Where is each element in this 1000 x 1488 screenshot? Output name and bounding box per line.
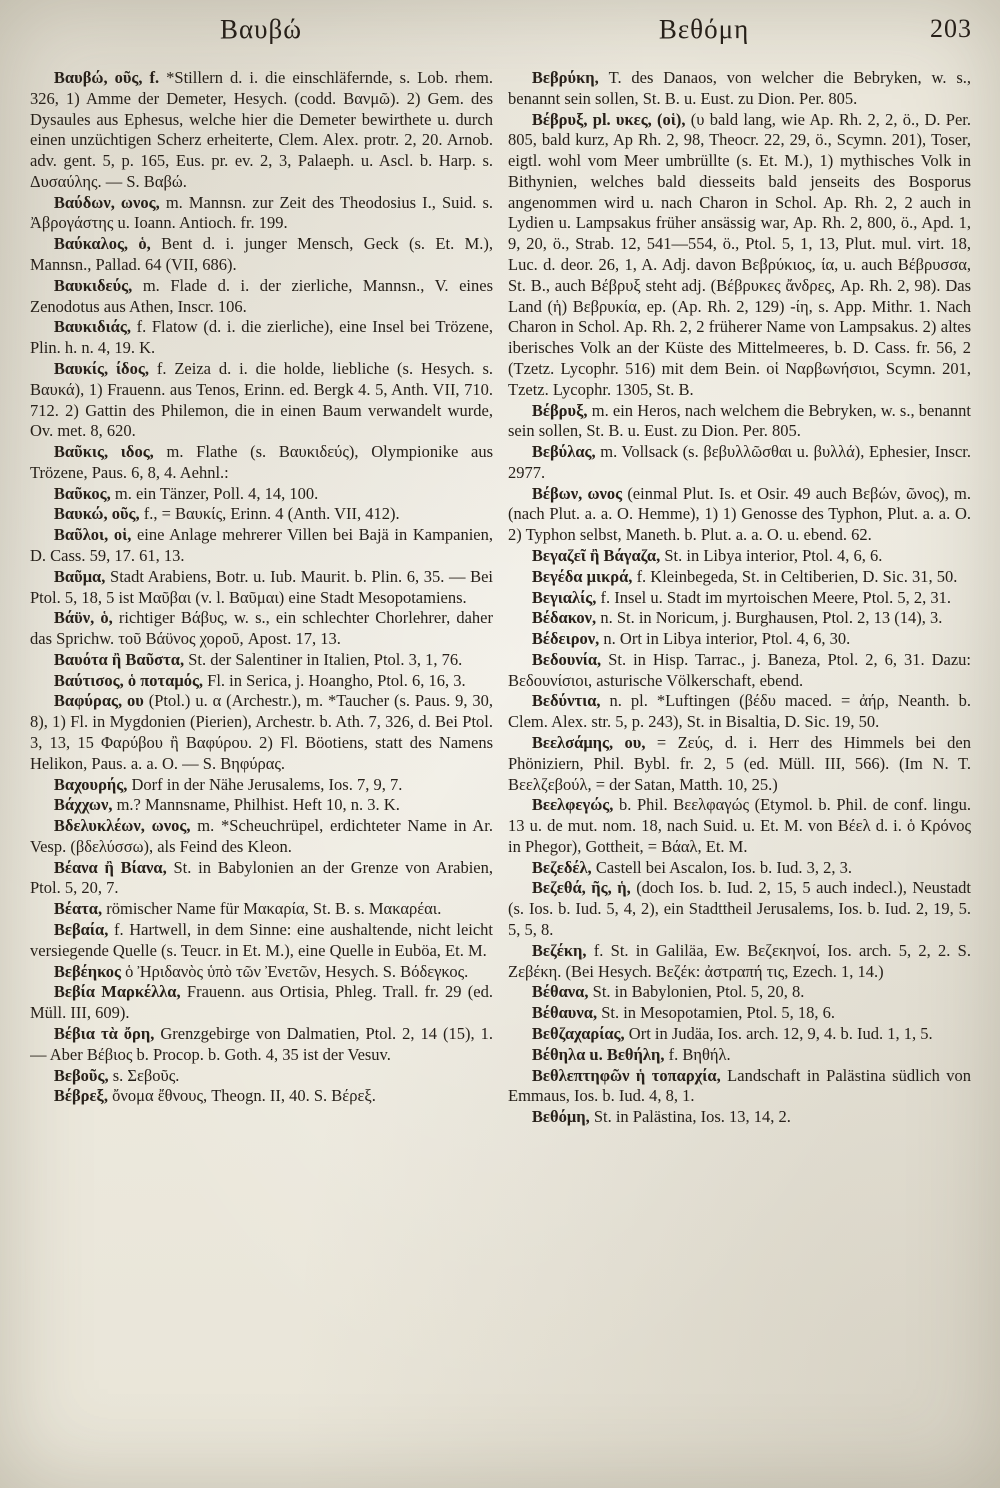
entry-body: f. Insel u. Stadt im myrtoischen Meere, Ptol. 5, 2, 31.: [600, 587, 952, 607]
entry-body: f. Kleinbegeda, St. in Celtiberien, D. Sic. 31, 50.: [636, 566, 958, 586]
dictionary-entry: [30, 691, 493, 774]
entry-body: f. Flatow (d. i. die zierliche), eine Insel bei Trözene, Plin. h. n. 4, 19. K.: [30, 317, 493, 358]
dictionary-entry: [30, 1024, 493, 1066]
dictionary-entry: [508, 110, 971, 401]
entry-headword: Βέατα,: [53, 899, 103, 919]
entry-headword: Βεζεδέλ,: [531, 857, 592, 877]
entry-headword: Βέθανα,: [531, 982, 589, 1002]
entry-body: f. Hartwell, in dem Sinne: eine aushaltende, nicht leicht versiegende Quelle (s. Teucr. in Et. M.), eine Quelle in Euböa, Et. M.: [30, 920, 493, 960]
entry-headword: Βέβων, ωνος: [531, 483, 623, 503]
dictionary-entry: [30, 504, 493, 525]
entry-headword: Βάϋν, ὁ,: [53, 608, 113, 628]
entry-body: Castell bei Ascalon, Ios. b. Iud. 3, 2, 3.: [595, 857, 852, 877]
dictionary-entry: [30, 484, 493, 505]
dictionary-entry: [30, 858, 493, 900]
entry-headword: Βέανα ἢ Βίανα,: [53, 857, 167, 877]
entry-headword: Βαῦμα,: [53, 566, 106, 586]
entry-headword: Βεβαία,: [53, 920, 109, 940]
entry-headword: Βεβρύκη,: [531, 68, 599, 87]
dictionary-entry: [30, 234, 493, 276]
entry-body: ὁ Ἠριδανὸς ὑπὸ τῶν Ἐνετῶν, Hesych. S. Βόδεγκος.: [125, 961, 469, 981]
dictionary-entry: [30, 920, 493, 962]
dictionary-entry: [508, 567, 971, 588]
dictionary-entry: [30, 608, 493, 650]
dictionary-entry: [30, 442, 493, 484]
entry-body: St. in Hisp. Tarrac., j. Baneza, Ptol. 2, 6, 31. Dazu: Βεδουνίσιοι, asturische Völkerschaft, ebend.: [508, 649, 971, 690]
entry-headword: Βεζέκη,: [531, 940, 587, 960]
entry-headword: Βαύτισος, ὁ ποταμός,: [53, 670, 204, 690]
left-column: [30, 68, 493, 1470]
entry-headword: Βαφύρας, ου: [53, 691, 144, 711]
entry-headword: Βεθζαχαρίας,: [531, 1023, 625, 1043]
entry-body: m. *Scheuchrüpel, erdichteter Name in Ar. Vesp. (βδελύσσω), als Feind des Kleon.: [30, 816, 493, 856]
entry-headword: Βαυκώ, οῦς,: [53, 504, 140, 524]
right-column: [508, 68, 971, 1470]
dictionary-entry: [30, 671, 493, 692]
entry-headword: Βέβρυξ, pl. υκες, (οἱ),: [531, 109, 686, 129]
entry-body: m. Mannsn. zur Zeit des Theodosius I., Suid. s. Ἀβρογάστης u. Ioann. Antioch. fr. 199.: [30, 192, 493, 233]
entry-body: St. in Mesopotamien, Ptol. 5, 18, 6.: [601, 1003, 835, 1023]
entry-body: m. Vollsack (s. βεβυλλῶσθαι u. βυλλά), Ephesier, Inscr. 2977.: [508, 442, 971, 482]
dictionary-entry: [30, 899, 493, 920]
page-number: 203: [930, 14, 972, 43]
entry-headword: Βεβύλας,: [531, 442, 596, 462]
dictionary-entry: [30, 775, 493, 796]
dictionary-entry: [30, 317, 493, 359]
entry-body: Landschaft in Palästina südlich von Emmaus, Ios. b. Iud. 4, 8, 1.: [508, 1065, 971, 1106]
dictionary-entry: [508, 733, 971, 795]
dictionary-entry: [508, 691, 971, 733]
dictionary-entry: [508, 1024, 971, 1045]
running-head-right: Βεθόμη: [658, 14, 750, 44]
dictionary-entry: [30, 982, 493, 1024]
dictionary-entry: [508, 982, 971, 1003]
dictionary-entry: [30, 567, 493, 609]
entry-body: f. Zeiza d. i. die holde, liebliche (s. Hesych. s. Βαυκά), 1) Frauenn. aus Tenos, Erinn. ed. Bergk 4. 5, Anth. VII, 710. 712. 2) Gattin des Philemon, die in einen Baum verwandelt wurde, Ov. met. 8, 620.: [30, 358, 493, 441]
dictionary-entry: [30, 816, 493, 858]
entry-body: Bent d. i. junger Mensch, Geck (s. Et. M.), Mannsn., Pallad. 64 (VII, 686).: [30, 234, 493, 275]
entry-body: n. Ort in Libya interior, Ptol. 4, 6, 30.: [603, 629, 851, 649]
entry-body: n. pl. *Luftingen (βέδυ maced. = ἀήρ, Neanth. b. Clem. Alex. str. 5, p. 243), St. in Bisaltia, D. Sic. 19, 50.: [508, 691, 971, 732]
entry-body: St. in Libya interior, Ptol. 4, 6, 6.: [664, 545, 883, 565]
dictionary-entry: [508, 650, 971, 692]
dictionary-entry: [508, 484, 971, 546]
entry-headword: Βαύδων, ωνος,: [53, 192, 160, 212]
entry-body: T. des Danaos, von welcher die Bebryken, w. s., benannt sein sollen, St. B. u. Eust. zu Dion. Per. 805.: [508, 68, 971, 108]
dictionary-entry: [30, 359, 493, 442]
entry-headword: Βαῦκις, ιδος,: [53, 442, 154, 462]
entry-body: richtiger Βάβυς, w. s., ein schlechter Chorlehrer, daher das Sprichw. τοῦ Βάϋνος χοροῦ, Apost. 17, 13.: [30, 608, 493, 649]
entry-body: (Ptol.) u. α (Archestr.), m. *Taucher (s. Paus. 9, 30, 8), 1) Fl. in Mygdonien (Pierien), Archestr. b. Ath. 7, 326, d. Bei Ptol. 3, 13, 15 Φαρύβου ἢ Βαφύρου. 2) Fl. Böotiens, statt des Namens Helikon, Paus. a. a. O. — S. Βηφύρας.: [30, 691, 493, 773]
dictionary-entry: [30, 795, 493, 816]
entry-headword: Βεδύντια,: [531, 691, 601, 711]
entry-headword: Βδελυκλέων, ωνος,: [53, 816, 191, 836]
entry-body: b. Phil. Βεελφαγώς (Etymol. b. Phil. de conf. lingu. 13 u. de mut. nom. 18, nach Suid. u. Et. M. von Βέελ d. i. ὁ Κρόνος in Phegor), Gottheit, = Βάαλ, Et. M.: [508, 795, 971, 856]
entry-headword: Βέδειρον,: [531, 629, 600, 649]
entry-body: *Stillern d. i. die einschläfernde, s. Lob. rhem. 326, 1) Amme der Demeter, Hesych. (codd. Βανμῶ). 2) Gem. des Dysaules aus Ephesus, welche hier die Demeter bewirthete u. durch einen unzüchtigen Scherz erheiterte, Clem. Alex. protr. 2, 20. Arnob. adv. gent. 5, p. 165, Eus. pr. ev. 2, 3, Palaeph. u. Ascl. b. Harp. s. Δυσαύλης. — S. Βαβώ.: [30, 68, 493, 191]
entry-body: n. St. in Noricum, j. Burghausen, Ptol. 2, 13 (14), 3.: [600, 608, 943, 628]
dictionary-entry: [30, 276, 493, 318]
entry-body: m.? Mannsname, Philhist. Heft 10, n. 3. K.: [116, 795, 400, 815]
entry-headword: Βαυκιδιάς,: [53, 317, 131, 337]
entry-body: St. in Babylonien an der Grenze von Arabien, Ptol. 5, 20, 7.: [30, 857, 493, 898]
dictionary-entry: [30, 962, 493, 983]
dictionary-entry: [508, 442, 971, 484]
entry-body: s. Σεβοῦς.: [112, 1065, 180, 1085]
entry-headword: Βεθόμη,: [531, 1107, 590, 1127]
entry-headword: Βεβέηκος: [53, 961, 121, 981]
entry-headword: Βέβρυξ,: [531, 400, 588, 420]
entry-body: St. in Babylonien, Ptol. 5, 20, 8.: [592, 982, 805, 1002]
entry-headword: Βεγιαλίς,: [531, 587, 597, 607]
dictionary-entry: [508, 878, 971, 940]
entry-body: St. in Palästina, Ios. 13, 14, 2.: [593, 1107, 791, 1127]
entry-headword: Βέβια τὰ ὄρη,: [53, 1023, 155, 1043]
entry-headword: Βεδουνία,: [531, 649, 602, 669]
entry-body: m. ein Heros, nach welchem die Bebryken, w. s., benannt sein sollen, St. B. u. Eust. zu Dion. Per. 805.: [508, 400, 971, 441]
entry-headword: Βαυότα ἢ Βαῦστα,: [53, 649, 185, 669]
entry-body: Grenzgebirge von Dalmatien, Ptol. 2, 14 (15), 1. — Aber Βέβιος b. Procop. b. Goth. 4, 35 ist der Vesuv.: [30, 1023, 493, 1064]
entry-body: m. ein Tänzer, Poll. 4, 14, 100.: [114, 483, 319, 503]
entry-body: eine Anlage mehrerer Villen bei Bajä in Kampanien, D. Cass. 59, 17. 61, 13.: [30, 525, 493, 565]
entry-headword: Βεελφεγώς,: [531, 795, 614, 815]
entry-headword: Βεγέδα μικρά,: [531, 566, 633, 586]
entry-headword: Βεγαζεῖ ἢ Βάγαζα,: [531, 545, 661, 565]
dictionary-entry: [508, 941, 971, 983]
entry-body: Dorf in der Nähe Jerusalems, Ios. 7, 9, 7.: [131, 774, 403, 794]
dictionary-entry: [30, 68, 493, 193]
entry-headword: Βεβία Μαρκέλλα,: [53, 982, 181, 1002]
entry-headword: Βαυκιδεύς,: [53, 275, 133, 295]
entry-headword: Βαύκαλος, ὁ,: [53, 234, 151, 254]
dictionary-entry: [30, 525, 493, 567]
entry-body: Fl. in Serica, j. Hoangho, Ptol. 6, 16, 3.: [207, 670, 466, 690]
entry-headword: Βεελσάμης, ου,: [531, 733, 646, 752]
entry-headword: Βεθλεπτηφῶν ἡ τοπαρχία,: [531, 1065, 721, 1085]
entry-body: ὄνομα ἔθνους, Theogn. II, 40. S. Βέρεξ.: [112, 1086, 376, 1106]
entry-headword: Βαῦκος,: [53, 483, 111, 503]
entry-body: m. Flade d. i. der zierliche, Mannsn., V. eines Zenodotus aus Athen, Inscr. 106.: [30, 275, 493, 316]
dictionary-entry: [30, 650, 493, 671]
entry-body: römischer Name für Μακαρία, St. B. s. Μακαρέαι.: [106, 899, 442, 919]
dictionary-entry: [30, 193, 493, 235]
entry-headword: Βαῦλοι, οἱ,: [53, 525, 132, 545]
dictionary-entry: [508, 401, 971, 443]
dictionary-entry: [508, 1066, 971, 1108]
entry-body: f. Βηθήλ.: [668, 1044, 731, 1064]
entry-headword: Βέθαυνα,: [531, 1003, 598, 1023]
dictionary-entry: [508, 795, 971, 857]
entry-body: (doch Ios. b. Iud. 2, 15, 5 auch indecl.), Neustadt (s. Ios. b. Iud. 5, 4, 2), ein Stadttheil Jerusalems, Ios. b. Iud. 2, 19, 5. 5, 5, 8.: [508, 878, 971, 940]
entry-headword: Βεβοῦς,: [53, 1065, 109, 1085]
entry-body: f., = Βαυκίς, Erinn. 4 (Anth. VII, 412).: [143, 504, 400, 524]
dictionary-entry: [30, 1086, 493, 1107]
entry-headword: Βεζεθά, ῆς, ἡ,: [531, 878, 631, 898]
entry-headword: Βαυκίς, ίδος,: [53, 358, 149, 378]
dictionary-entry: [508, 588, 971, 609]
entry-headword: Βέδακον,: [531, 608, 597, 628]
dictionary-entry: [508, 1107, 971, 1128]
entry-body: f. St. in Galiläa, Ew. Βεζεκηνοί, Ios. arch. 5, 2, 2. S. Ζεβέκη. (Bei Hesych. Βεζέκ: ἀστραπή τις, Ezech. 1, 14.): [508, 940, 971, 981]
page-header: [0, 14, 1000, 58]
running-head-left: Βαυβώ: [219, 14, 303, 44]
entry-body: (υ bald lang, wie Ap. Rh. 2, 2, ö., D. Per. 805, bald kurz, Ap Rh. 2, 98, Theocr. 22, 29, ö., Scymn. 201), Toser, eigtl. wohl vom Meer umbrüllte (s. Et. M.), 1) mythisches Volk in Bithynien, welches bald diesseits bald jenseits des Bosporus angenommen wird u. nach Charon in Schol. Ap. Rh. 2, 2 auch in Lydien u. Lampsakus früher ansässig war, Ap. Rh. 2, 800, ö., Apd. 1, 9, 20, ö., Strab. 12, 541—554, ö., Ptol. 5, 1, 13, Plut. mul. virt. 18, Luc. d. deor. 26, 1, A. Adj. davon Βεβρύκιος, ία, u. auch Βέβρυσσα, St. B., auch Βέβρυξ steht adj. (Βέβρυκες ἄνδρες, Ap. Rh. 2, 98). Das Land (ἡ) Βεβρυκία, ep. (Ap. Rh. 2, 129) -ίη, s. App. Mithr. 1. Nach Charon in Schol. Ap. Rh. 2, 2 früherer Name von Lampsakus. 2) altes iberisches Volk an der Küste des Mittelmeeres, b. D. Cass. fr. 56, 2 (Tzetz. Lycophr. 516) mit dem Bein. οἱ Ναρβωνήσιοι, Scymn. 201, Tzetz. Lycophr. 1305, St. B.: [508, 109, 971, 399]
entry-body: m. Flathe (s. Βαυκιδεύς), Olympionike aus Trözene, Paus. 6, 8, 4. Aehnl.:: [30, 442, 493, 482]
dictionary-entry: [508, 68, 971, 110]
dictionary-entry: [30, 1066, 493, 1087]
entry-body: = Ζεύς, d. i. Herr des Himmels bei den Phöniziern, Phil. Bybl. fr. 2, 5 (ed. Müll. III, 566). (Im N. T. Βεελζεβούλ, = der Satan, Matth. 10, 25.): [508, 733, 971, 794]
dictionary-entry: [508, 546, 971, 567]
entry-body: Stadt Arabiens, Botr. u. Iub. Maurit. b. Plin. 6, 35. — Bei Ptol. 5, 18, 5 ist Μαῦβαι (v. l. Βαῦμαι) eine Stadt Mesopotamiens.: [30, 566, 493, 607]
entry-body: Frauenn. aus Ortisia, Phleg. Trall. fr. 29 (ed. Müll. III, 609).: [30, 982, 493, 1023]
dictionary-entry: [508, 608, 971, 629]
dictionary-entry: [508, 629, 971, 650]
entry-headword: Βαυβώ, οῦς, f.: [53, 68, 160, 87]
entry-headword: Βάχχων,: [53, 795, 113, 815]
dictionary-entry: [508, 1045, 971, 1066]
entry-headword: Βαχουρής,: [53, 774, 128, 794]
entry-body: St. der Salentiner in Italien, Ptol. 3, 1, 76.: [188, 649, 463, 669]
entry-headword: Βέβρεξ,: [53, 1086, 109, 1106]
entry-headword: Βέθηλα u. Βεθήλη,: [531, 1044, 665, 1064]
dictionary-entry: [508, 1003, 971, 1024]
dictionary-entry: [508, 858, 971, 879]
entry-body: (einmal Plut. Is. et Osir. 49 auch Βεβών, ῶνος), m. (nach Plut. a. a. O. Hemme), 1) 1) Genosse des Typhon, Plut. a. a. O. 2) Typhon selbst, Maneth. b. Plut. a. a. O. u. ebend. 62.: [508, 483, 971, 545]
entry-body: Ort in Judäa, Ios. arch. 12, 9, 4. b. Iud. 1, 1, 5.: [628, 1023, 933, 1043]
